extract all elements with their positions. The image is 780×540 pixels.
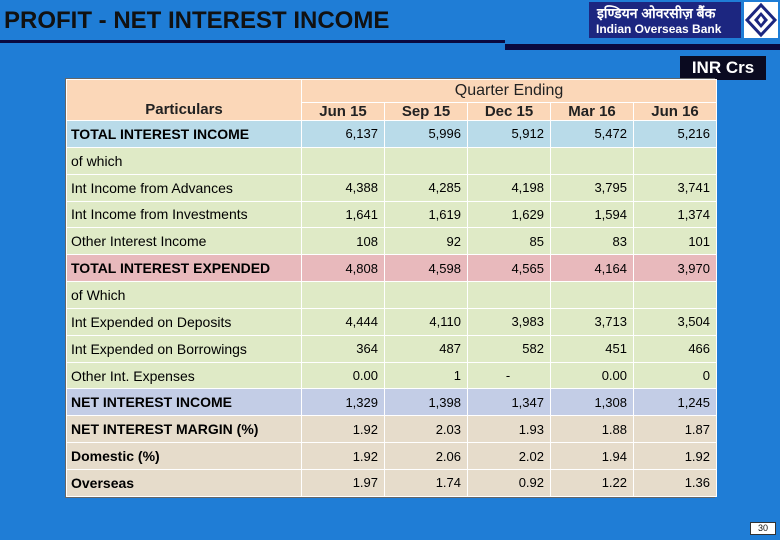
cell-value: 1,347: [468, 389, 551, 416]
unit-label: INR Crs: [680, 56, 766, 80]
logo-text-box: [589, 2, 741, 38]
cell-value: 1,374: [634, 201, 717, 228]
cell-value: 3,504: [634, 308, 717, 335]
cell-value: 0.00: [302, 362, 385, 389]
table-row: [67, 255, 717, 282]
cell-value: 1,641: [302, 201, 385, 228]
column-header: Dec 15: [468, 103, 551, 121]
row-label: NET INTEREST MARGIN (%): [67, 416, 302, 443]
row-label: Int Expended on Borrowings: [67, 335, 302, 362]
cell-value: 1.87: [634, 416, 717, 443]
cell-value: 1.92: [634, 443, 717, 470]
header-divider: [505, 44, 780, 50]
table-row: [67, 389, 717, 416]
table-row: [67, 121, 717, 148]
table-row: [67, 443, 717, 470]
cell-value: 1.88: [551, 416, 634, 443]
cell-value: 4,444: [302, 308, 385, 335]
cell-value: 4,808: [302, 255, 385, 282]
row-label: Overseas: [67, 469, 302, 496]
cell-value: 487: [385, 335, 468, 362]
cell-value: 3,713: [551, 308, 634, 335]
cell-value: 1,619: [385, 201, 468, 228]
cell-value: 364: [302, 335, 385, 362]
cell-value: 4,285: [385, 174, 468, 201]
cell-value: 466: [634, 335, 717, 362]
row-label: Int Expended on Deposits: [67, 308, 302, 335]
cell-value: [551, 147, 634, 174]
bank-logo: [589, 0, 780, 42]
cell-value: [634, 147, 717, 174]
column-header: Sep 15: [385, 103, 468, 121]
cell-value: 1,629: [468, 201, 551, 228]
cell-value: 1.92: [302, 416, 385, 443]
cell-value: 1.94: [551, 443, 634, 470]
cell-value: 5,472: [551, 121, 634, 148]
table-row: [67, 335, 717, 362]
page-number: 30: [750, 522, 776, 535]
cell-value: 5,216: [634, 121, 717, 148]
cell-value: 1,398: [385, 389, 468, 416]
cell-value: 0.00: [551, 362, 634, 389]
cell-value: 1.92: [302, 443, 385, 470]
nii-table-container: [65, 78, 715, 498]
cell-value: 108: [302, 228, 385, 255]
row-label: TOTAL INTEREST INCOME: [67, 121, 302, 148]
cell-value: [302, 147, 385, 174]
row-label: of Which: [67, 282, 302, 309]
cell-value: 4,164: [551, 255, 634, 282]
table-row: [67, 362, 717, 389]
row-label: NET INTEREST INCOME: [67, 389, 302, 416]
cell-value: 1.74: [385, 469, 468, 496]
cell-value: 83: [551, 228, 634, 255]
bank-emblem-icon: [744, 1, 778, 39]
cell-value: 1,594: [551, 201, 634, 228]
row-label: Domestic (%): [67, 443, 302, 470]
cell-value: [385, 282, 468, 309]
particulars-header: Particulars: [67, 80, 302, 121]
cell-value: 6,137: [302, 121, 385, 148]
logo-hindi-text: इण्डियन ओवरसीज़ बैंक: [597, 5, 716, 21]
net-interest-income-table: [66, 79, 717, 497]
cell-value: 3,741: [634, 174, 717, 201]
cell-value: [385, 147, 468, 174]
logo-english-text: Indian Overseas Bank: [596, 22, 722, 36]
cell-value: 4,598: [385, 255, 468, 282]
cell-value: 1.97: [302, 469, 385, 496]
cell-value: 4,565: [468, 255, 551, 282]
cell-value: 3,795: [551, 174, 634, 201]
cell-value: 5,996: [385, 121, 468, 148]
cell-value: 2.06: [385, 443, 468, 470]
column-header: Mar 16: [551, 103, 634, 121]
cell-value: 1,245: [634, 389, 717, 416]
cell-value: 5,912: [468, 121, 551, 148]
cell-value: 4,388: [302, 174, 385, 201]
cell-value: 1.93: [468, 416, 551, 443]
table-row: [67, 228, 717, 255]
cell-value: 0.92: [468, 469, 551, 496]
cell-value: -: [468, 362, 551, 389]
cell-value: 1,329: [302, 389, 385, 416]
cell-value: [551, 282, 634, 309]
cell-value: [302, 282, 385, 309]
table-row: [67, 201, 717, 228]
cell-value: 3,970: [634, 255, 717, 282]
row-label: Int Income from Investments: [67, 201, 302, 228]
cell-value: 3,983: [468, 308, 551, 335]
cell-value: 1,308: [551, 389, 634, 416]
table-row: [67, 147, 717, 174]
cell-value: 92: [385, 228, 468, 255]
cell-value: 1.36: [634, 469, 717, 496]
cell-value: 4,198: [468, 174, 551, 201]
cell-value: 582: [468, 335, 551, 362]
table-row: [67, 416, 717, 443]
cell-value: 1: [385, 362, 468, 389]
slide-title: PROFIT - NET INTEREST INCOME: [0, 0, 505, 43]
table-row: [67, 282, 717, 309]
cell-value: 101: [634, 228, 717, 255]
table-row: [67, 308, 717, 335]
cell-value: 2.02: [468, 443, 551, 470]
row-label: TOTAL INTEREST EXPENDED: [67, 255, 302, 282]
table-row: [67, 174, 717, 201]
column-header: Jun 15: [302, 103, 385, 121]
table-row: [67, 469, 717, 496]
row-label: of which: [67, 147, 302, 174]
cell-value: 451: [551, 335, 634, 362]
cell-value: 0: [634, 362, 717, 389]
cell-value: [468, 282, 551, 309]
column-header: Jun 16: [634, 103, 717, 121]
cell-value: 1.22: [551, 469, 634, 496]
row-label: Other Interest Income: [67, 228, 302, 255]
cell-value: 85: [468, 228, 551, 255]
row-label: Int Income from Advances: [67, 174, 302, 201]
quarter-ending-header: Quarter Ending: [302, 80, 717, 103]
row-label: Other Int. Expenses: [67, 362, 302, 389]
cell-value: 2.03: [385, 416, 468, 443]
cell-value: [634, 282, 717, 309]
cell-value: 4,110: [385, 308, 468, 335]
cell-value: [468, 147, 551, 174]
